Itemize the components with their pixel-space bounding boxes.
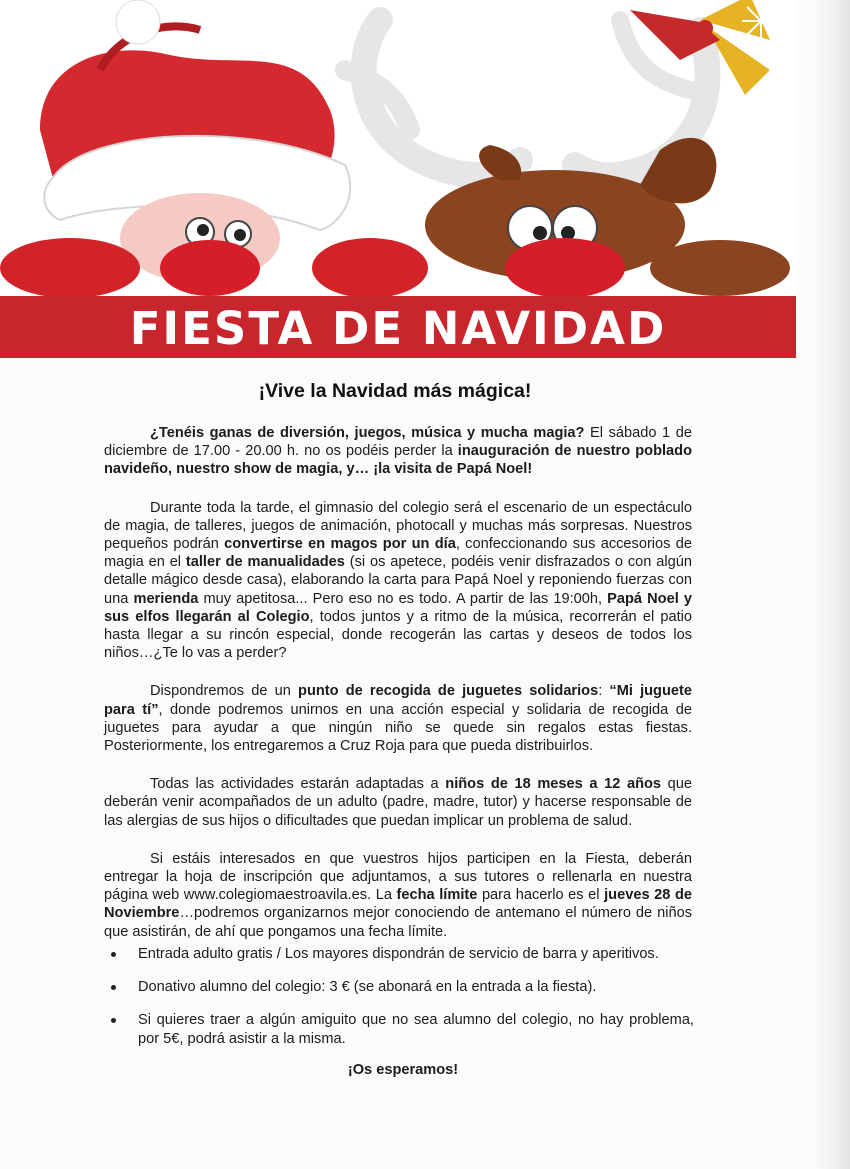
paragraph-segment: (si os apetece, podéis venir disfrazados o con algún detalle mágico desde casa), elaborando la carta para Papá Noel y reponiendo fuerzas con una	[104, 554, 692, 607]
closing-text: ¡Os esperamos!	[347, 1062, 459, 1078]
paragraph-afternoon	[104, 499, 692, 663]
paragraph-segment: :	[598, 683, 610, 700]
banner-title: FIESTA DE NAVIDAD	[129, 302, 667, 355]
paragraph-segment: para hacerlo es el	[477, 887, 605, 904]
paragraph-segment: Dispondremos de un	[150, 683, 299, 700]
paragraph-ages	[104, 775, 692, 830]
paragraph-segment: merienda	[133, 590, 199, 607]
paragraph-segment: fecha límite	[396, 887, 478, 904]
paragraph-segment: , donde podremos unirnos en una acción especial y solidaria de recogida de juguetes para ayudar a que ningún niño se quede sin regalos estas fiestas. Posteriormente, los entregaremos a Cruz Roja para que pueda distribuirlos.	[104, 701, 692, 755]
bullet-text: Donativo alumno del colegio: 3 € (se abonará en la entrada a la fiesta).	[138, 979, 597, 996]
body-text	[104, 424, 692, 961]
paragraph-segment: inauguración de nuestro poblado navideño, nuestro show de magia, y… ¡la visita de Papá Noel!	[104, 443, 692, 478]
paragraph-toys	[104, 682, 692, 755]
bullet-text: Si quieres traer a algún amiguito que no sea alumno del colegio, no hay problema, por 5€, podrá asistir a la misma.	[138, 1012, 694, 1047]
paragraph-segment: Todas las actividades estarán adaptadas a	[150, 776, 446, 793]
paragraph-segment: punto de recogida de juguetes solidarios	[298, 683, 599, 700]
paragraph-segment: Papá Noel y sus elfos llegarán al Colegio	[104, 590, 692, 625]
paragraph-segment: Durante toda la tarde, el gimnasio del colegio será el escenario de un espectáculo de magia, de talleres, juegos de animación, photocall y muchas más sorpresas. Nuestros pequeños podrán	[104, 499, 692, 553]
bullet-list	[104, 945, 694, 1063]
paragraph-segment: convertirse en magos por un día	[224, 536, 456, 553]
paragraph-segment: jueves 28 de Noviembre	[104, 887, 692, 922]
bullet-dot-icon	[111, 1018, 116, 1023]
snowflake-icon	[20, 0, 62, 42]
bullet-dot-icon	[111, 952, 116, 957]
paragraph-intro	[104, 424, 692, 479]
paragraph-segment: “Mi juguete para tí”	[104, 683, 692, 718]
paragraph-segment: muy apetitosa... Pero eso no es todo. A partir de las 19:00h,	[198, 590, 608, 607]
paragraph-segment: Si estáis interesados en que vuestros hijos participen en la Fiesta, deberán entregar la hoja de inscripción que adjuntamos, a sus tutores o rellenarla en nuestra página web www.colegiomaestroavila.es. La	[104, 850, 692, 904]
bullet-item	[104, 945, 694, 963]
banner-illustration	[0, 0, 796, 300]
bullet-text: Entrada adulto gratis / Los mayores dispondrán de servicio de barra y aperitivos.	[138, 946, 659, 962]
paragraph-segment: niños de 18 meses a 12 años	[445, 776, 662, 793]
paragraph-segment: El sábado 1 de diciembre de 17.00 - 20.00 h. no os podéis perder la	[104, 425, 692, 460]
paragraph-segment: , todos juntos y a ritmo de la música, recorrerán el patio hasta llegar a su rincón especial, donde recogerán las cartas y deseos de todos los niños…¿Te lo vas a perder?	[104, 608, 692, 662]
bullet-item	[104, 978, 694, 996]
snowflake-icon	[740, 0, 782, 42]
bullet-dot-icon	[111, 985, 116, 990]
banner	[0, 0, 796, 358]
paragraph-segment: ¿Tenéis ganas de diversión, juegos, música y mucha magia?	[150, 425, 585, 441]
subtitle: ¡Vive la Navidad más mágica!	[258, 380, 532, 402]
bullet-item	[104, 1011, 694, 1047]
scan-edge	[813, 0, 850, 1169]
paragraph-segment: …podremos organizarnos mejor conociendo de antemano el número de niños que asistirán, de ahí que pongamos una fecha límite.	[104, 905, 692, 940]
paragraph-segment: que deberán venir acompañados de un adulto (padre, madre, tutor) y hacerse responsable de las alergias de sus hijos o dificultades que puedan implicar un problema de salud.	[104, 776, 692, 829]
paragraph-registration	[104, 850, 692, 941]
paragraph-segment: taller de manualidades	[185, 554, 345, 571]
paragraph-segment: , confeccionando sus accesorios de magia en el	[104, 536, 692, 571]
